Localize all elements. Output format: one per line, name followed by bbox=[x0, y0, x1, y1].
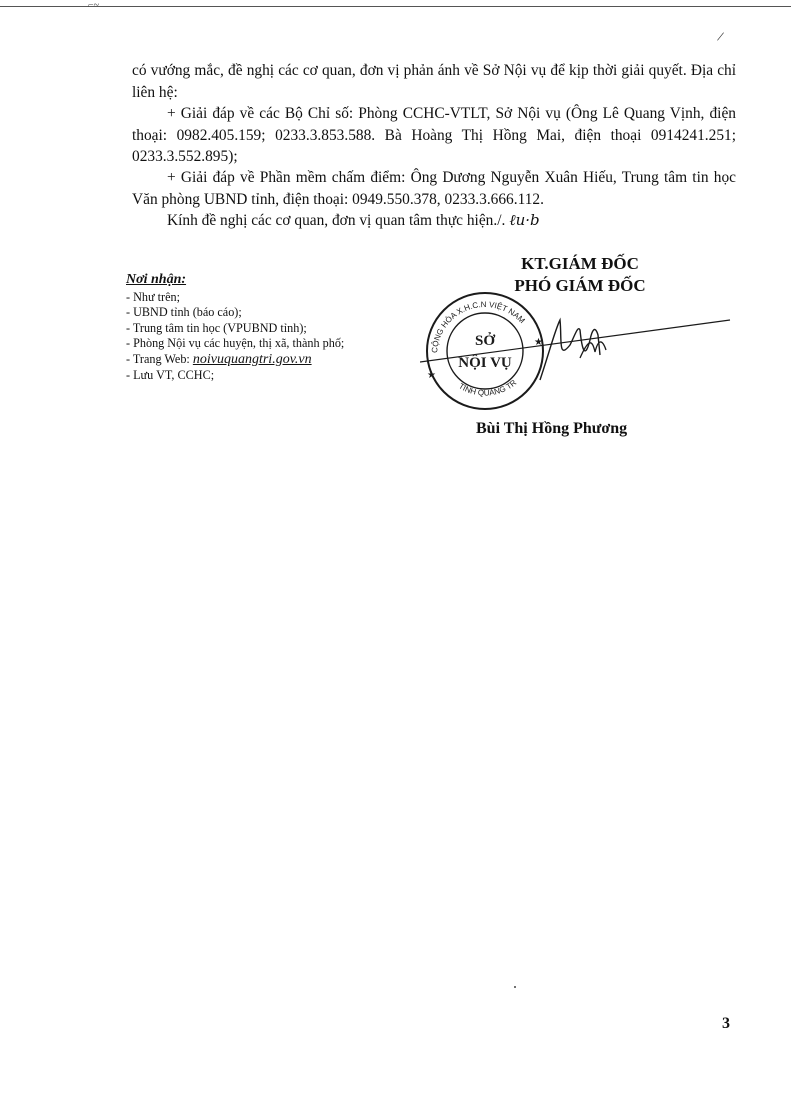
recipients-block bbox=[126, 272, 426, 383]
seal-star-right: ★ bbox=[534, 337, 543, 348]
web-prefix: - Trang Web: bbox=[126, 351, 193, 366]
recipient-item: - Như trên; bbox=[126, 289, 180, 304]
scan-speck bbox=[514, 986, 516, 988]
closing-paragraph bbox=[132, 210, 736, 232]
scan-artifact: ⌐~ bbox=[88, 0, 100, 11]
seal-top-text: CỘNG HÒA X.H.C.N VIỆT NAM bbox=[429, 299, 527, 354]
recipients-list bbox=[126, 290, 426, 384]
initials-mark: ℓu·b bbox=[509, 211, 540, 229]
pen-mark: / bbox=[715, 29, 725, 46]
recipient-item: - Lưu VT, CCHC; bbox=[126, 367, 215, 382]
body-paragraph-1: có vướng mắc, đề nghị các cơ quan, đơn vị phản ánh về Sở Nội vụ để kịp thời giải quyết. Địa chỉ liên hệ: bbox=[132, 62, 736, 101]
recipient-item: - Trung tâm tin học (VPUBND tỉnh); bbox=[126, 320, 307, 335]
seal-bottom-text: TỈNH QUẢNG TR bbox=[457, 377, 519, 398]
handwritten-signature bbox=[420, 300, 740, 390]
scan-top-border bbox=[0, 6, 791, 7]
recipient-item-web bbox=[126, 352, 426, 368]
body-paragraph-2: + Giải đáp về các Bộ Chỉ số: Phòng CCHC-VTLT, Sở Nội vụ (Ông Lê Quang Vịnh, điện thoại: 0982.405.159; 0233.3.853.588. Bà Hoàng Thị Hồng Mai, điện thoại 0914241.251; 0233.3.552.895); bbox=[132, 105, 736, 165]
signature-title-line1: KT.GIÁM ĐỐC bbox=[521, 254, 639, 273]
seal-center-line2: NỘI VỤ bbox=[458, 355, 512, 371]
recipient-item: - UBND tỉnh (báo cáo); bbox=[126, 305, 242, 320]
recipient-item: - Phòng Nội vụ các huyện, thị xã, thành phố; bbox=[126, 336, 345, 351]
recipients-heading: Nơi nhận: bbox=[126, 272, 187, 287]
body-paragraph-3: + Giải đáp về Phần mềm chấm điểm: Ông Dương Nguyễn Xuân Hiếu, Trung tâm tin học Văn phòng UBND tỉnh, điện thoại: 0949.550.378, 0233.3.666.112. bbox=[132, 169, 736, 208]
signer-name: Bùi Thị Hồng Phương bbox=[476, 420, 628, 437]
signature-title-line2: PHÓ GIÁM ĐỐC bbox=[514, 276, 646, 295]
closing-text: Kính đề nghị các cơ quan, đơn vị quan tâm thực hiện./. bbox=[167, 212, 506, 229]
seal-star-left: ★ bbox=[427, 370, 436, 381]
seal-center-line1: SỞ bbox=[474, 333, 496, 349]
page-number: 3 bbox=[722, 1015, 730, 1032]
website-link[interactable]: noivuquangtri.gov.vn bbox=[192, 351, 312, 367]
